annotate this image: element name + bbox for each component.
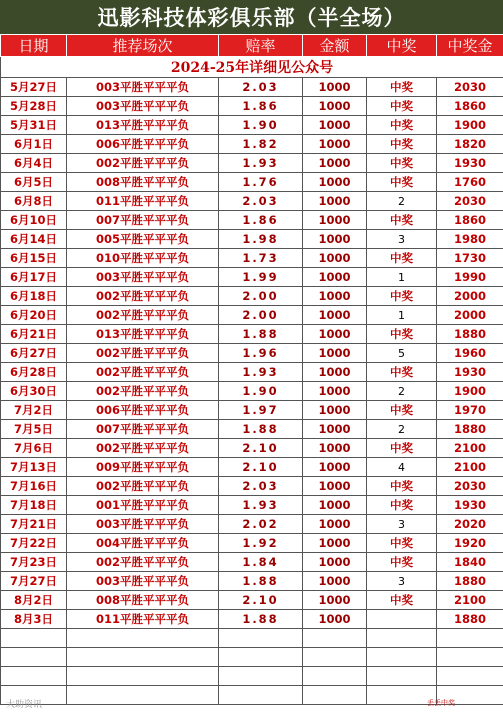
cell-odds: 1.88 xyxy=(219,420,303,439)
cell-odds: 2.03 xyxy=(219,192,303,211)
table-row xyxy=(1,135,503,154)
cell-date: 6月27日 xyxy=(1,344,67,363)
cell-win: 中奖 xyxy=(367,249,437,268)
cell-match: 002平胜平平平负 xyxy=(67,154,219,173)
cell-match: 008平胜平平平负 xyxy=(67,591,219,610)
cell-amount: 1000 xyxy=(303,534,367,553)
table-row xyxy=(1,211,503,230)
table-row xyxy=(1,344,503,363)
cell-win: 中奖 xyxy=(367,154,437,173)
header-win: 中奖 xyxy=(367,35,437,57)
header-bonus: 中奖金 xyxy=(437,35,503,57)
cell-win: 3 xyxy=(367,572,437,591)
cell-amount: 1000 xyxy=(303,591,367,610)
cell-win: 中奖 xyxy=(367,477,437,496)
cell-bonus: 1760 xyxy=(437,173,503,192)
cell-amount: 1000 xyxy=(303,477,367,496)
cell-bonus: 1860 xyxy=(437,211,503,230)
empty-row xyxy=(1,629,503,648)
cell-date: 7月21日 xyxy=(1,515,67,534)
cell-amount: 1000 xyxy=(303,154,367,173)
subtitle: 2024-25年详细见公众号 xyxy=(1,57,503,78)
cell-amount: 1000 xyxy=(303,439,367,458)
table-row xyxy=(1,477,503,496)
cell-amount: 1000 xyxy=(303,249,367,268)
cell-win: 4 xyxy=(367,458,437,477)
cell-match: 011平胜平平平负 xyxy=(67,610,219,629)
cell-odds: 1.99 xyxy=(219,268,303,287)
cell-odds: 1.86 xyxy=(219,97,303,116)
empty-cell xyxy=(67,686,219,705)
cell-odds: 1.88 xyxy=(219,325,303,344)
table-row xyxy=(1,173,503,192)
page-title: 迅影科技体彩俱乐部（半全场） xyxy=(0,0,503,34)
cell-odds: 1.93 xyxy=(219,154,303,173)
cell-odds: 2.10 xyxy=(219,458,303,477)
cell-bonus: 1990 xyxy=(437,268,503,287)
cell-bonus: 1930 xyxy=(437,154,503,173)
empty-cell xyxy=(219,648,303,667)
subtitle-row xyxy=(1,57,503,78)
cell-win: 中奖 xyxy=(367,78,437,97)
cell-win: 中奖 xyxy=(367,496,437,515)
cell-date: 6月30日 xyxy=(1,382,67,401)
cell-win: 中奖 xyxy=(367,97,437,116)
empty-cell xyxy=(219,629,303,648)
cell-match: 006平胜平平平负 xyxy=(67,135,219,154)
cell-match: 003平胜平平平负 xyxy=(67,268,219,287)
cell-date: 5月28日 xyxy=(1,97,67,116)
cell-amount: 1000 xyxy=(303,401,367,420)
empty-cell xyxy=(219,686,303,705)
empty-cell xyxy=(67,629,219,648)
watermark-left: 大助资讯 xyxy=(6,700,43,710)
cell-bonus: 1880 xyxy=(437,610,503,629)
cell-date: 7月13日 xyxy=(1,458,67,477)
cell-date: 8月3日 xyxy=(1,610,67,629)
cell-bonus: 2000 xyxy=(437,287,503,306)
cell-bonus: 1970 xyxy=(437,401,503,420)
cell-date: 7月5日 xyxy=(1,420,67,439)
empty-cell xyxy=(303,648,367,667)
empty-cell xyxy=(367,648,437,667)
cell-date: 5月27日 xyxy=(1,78,67,97)
cell-bonus: 1860 xyxy=(437,97,503,116)
cell-date: 7月23日 xyxy=(1,553,67,572)
empty-cell xyxy=(1,667,67,686)
cell-match: 002平胜平平平负 xyxy=(67,477,219,496)
cell-bonus: 2100 xyxy=(437,591,503,610)
cell-bonus: 1960 xyxy=(437,344,503,363)
cell-date: 6月14日 xyxy=(1,230,67,249)
cell-odds: 1.73 xyxy=(219,249,303,268)
cell-bonus: 2000 xyxy=(437,306,503,325)
cell-amount: 1000 xyxy=(303,306,367,325)
cell-odds: 1.88 xyxy=(219,572,303,591)
cell-win: 中奖 xyxy=(367,287,437,306)
cell-win: 3 xyxy=(367,515,437,534)
table-row xyxy=(1,116,503,135)
cell-win: 2 xyxy=(367,420,437,439)
table-row xyxy=(1,496,503,515)
empty-cell xyxy=(303,629,367,648)
cell-match: 002平胜平平平负 xyxy=(67,287,219,306)
cell-date: 6月4日 xyxy=(1,154,67,173)
empty-cell xyxy=(1,629,67,648)
cell-win: 中奖 xyxy=(367,173,437,192)
cell-odds: 1.90 xyxy=(219,382,303,401)
cell-match: 007平胜平平平负 xyxy=(67,211,219,230)
cell-date: 8月2日 xyxy=(1,591,67,610)
cell-date: 6月28日 xyxy=(1,363,67,382)
cell-match: 003平胜平平平负 xyxy=(67,97,219,116)
table-row xyxy=(1,306,503,325)
cell-bonus: 2100 xyxy=(437,458,503,477)
cell-match: 006平胜平平平负 xyxy=(67,401,219,420)
cell-odds: 1.93 xyxy=(219,363,303,382)
cell-bonus: 1930 xyxy=(437,496,503,515)
table-row xyxy=(1,572,503,591)
empty-cell xyxy=(303,686,367,705)
cell-match: 003平胜平平平负 xyxy=(67,78,219,97)
cell-date: 6月1日 xyxy=(1,135,67,154)
table-row xyxy=(1,382,503,401)
header-amount: 金额 xyxy=(303,35,367,57)
header-odds: 赔率 xyxy=(219,35,303,57)
cell-bonus: 2020 xyxy=(437,515,503,534)
empty-cell xyxy=(437,667,503,686)
cell-date: 6月20日 xyxy=(1,306,67,325)
cell-amount: 1000 xyxy=(303,496,367,515)
cell-bonus: 1900 xyxy=(437,116,503,135)
cell-bonus: 2030 xyxy=(437,78,503,97)
header-match: 推荐场次 xyxy=(67,35,219,57)
cell-match: 013平胜平平平负 xyxy=(67,116,219,135)
table-row xyxy=(1,97,503,116)
cell-odds: 1.90 xyxy=(219,116,303,135)
cell-odds: 1.86 xyxy=(219,211,303,230)
cell-date: 6月8日 xyxy=(1,192,67,211)
cell-win: 中奖 xyxy=(367,135,437,154)
cell-amount: 1000 xyxy=(303,116,367,135)
cell-amount: 1000 xyxy=(303,363,367,382)
cell-amount: 1000 xyxy=(303,287,367,306)
cell-win: 中奖 xyxy=(367,211,437,230)
cell-win: 1 xyxy=(367,268,437,287)
table-row xyxy=(1,249,503,268)
table-row xyxy=(1,78,503,97)
table-row xyxy=(1,439,503,458)
cell-bonus: 1920 xyxy=(437,534,503,553)
cell-bonus: 2100 xyxy=(437,439,503,458)
cell-odds: 1.98 xyxy=(219,230,303,249)
table-row xyxy=(1,610,503,629)
cell-bonus: 1930 xyxy=(437,363,503,382)
results-table xyxy=(0,34,503,705)
cell-win: 中奖 xyxy=(367,401,437,420)
cell-odds: 1.92 xyxy=(219,534,303,553)
table-row xyxy=(1,534,503,553)
table-row xyxy=(1,192,503,211)
table-row xyxy=(1,401,503,420)
cell-amount: 1000 xyxy=(303,230,367,249)
header-row xyxy=(1,35,503,57)
cell-date: 7月6日 xyxy=(1,439,67,458)
empty-cell xyxy=(367,629,437,648)
table-row xyxy=(1,553,503,572)
cell-amount: 1000 xyxy=(303,211,367,230)
cell-amount: 1000 xyxy=(303,458,367,477)
table-row xyxy=(1,287,503,306)
cell-odds: 1.93 xyxy=(219,496,303,515)
cell-bonus: 1980 xyxy=(437,230,503,249)
cell-odds: 1.84 xyxy=(219,553,303,572)
empty-cell xyxy=(67,648,219,667)
header-date: 日期 xyxy=(1,35,67,57)
cell-match: 007平胜平平平负 xyxy=(67,420,219,439)
table-row xyxy=(1,420,503,439)
cell-amount: 1000 xyxy=(303,135,367,154)
cell-odds: 2.10 xyxy=(219,439,303,458)
empty-cell xyxy=(367,686,437,705)
cell-win: 2 xyxy=(367,382,437,401)
cell-amount: 1000 xyxy=(303,553,367,572)
cell-match: 003平胜平平平负 xyxy=(67,572,219,591)
cell-amount: 1000 xyxy=(303,268,367,287)
cell-match: 002平胜平平平负 xyxy=(67,553,219,572)
cell-odds: 2.00 xyxy=(219,287,303,306)
cell-odds: 2.02 xyxy=(219,515,303,534)
cell-win: 2 xyxy=(367,192,437,211)
cell-amount: 1000 xyxy=(303,173,367,192)
table-row xyxy=(1,591,503,610)
cell-win: 中奖 xyxy=(367,325,437,344)
cell-bonus: 1880 xyxy=(437,420,503,439)
cell-bonus: 1820 xyxy=(437,135,503,154)
cell-odds: 1.88 xyxy=(219,610,303,629)
cell-bonus: 1730 xyxy=(437,249,503,268)
empty-row xyxy=(1,648,503,667)
watermark-right: 丢丢中奖 xyxy=(427,699,455,707)
cell-match: 011平胜平平平负 xyxy=(67,192,219,211)
cell-date: 7月22日 xyxy=(1,534,67,553)
cell-date: 6月10日 xyxy=(1,211,67,230)
cell-match: 013平胜平平平负 xyxy=(67,325,219,344)
cell-match: 002平胜平平平负 xyxy=(67,382,219,401)
cell-bonus: 1900 xyxy=(437,382,503,401)
empty-cell xyxy=(303,667,367,686)
cell-date: 5月31日 xyxy=(1,116,67,135)
empty-cell xyxy=(437,629,503,648)
cell-match: 002平胜平平平负 xyxy=(67,306,219,325)
cell-date: 6月21日 xyxy=(1,325,67,344)
cell-win: 中奖 xyxy=(367,534,437,553)
cell-match: 002平胜平平平负 xyxy=(67,363,219,382)
empty-cell xyxy=(367,667,437,686)
cell-date: 6月5日 xyxy=(1,173,67,192)
cell-amount: 1000 xyxy=(303,97,367,116)
table-row xyxy=(1,230,503,249)
cell-win: 5 xyxy=(367,344,437,363)
cell-odds: 2.00 xyxy=(219,306,303,325)
cell-odds: 2.03 xyxy=(219,477,303,496)
cell-odds: 1.82 xyxy=(219,135,303,154)
cell-match: 005平胜平平平负 xyxy=(67,230,219,249)
cell-match: 002平胜平平平负 xyxy=(67,439,219,458)
table-row xyxy=(1,515,503,534)
cell-date: 7月18日 xyxy=(1,496,67,515)
cell-win: 中奖 xyxy=(367,116,437,135)
table-row xyxy=(1,363,503,382)
cell-win: 中奖 xyxy=(367,591,437,610)
empty-cell xyxy=(1,648,67,667)
cell-bonus: 2030 xyxy=(437,192,503,211)
cell-bonus: 1880 xyxy=(437,572,503,591)
cell-date: 6月15日 xyxy=(1,249,67,268)
cell-match: 002平胜平平平负 xyxy=(67,344,219,363)
cell-match: 008平胜平平平负 xyxy=(67,173,219,192)
cell-win: 1 xyxy=(367,306,437,325)
empty-row xyxy=(1,667,503,686)
cell-odds: 1.76 xyxy=(219,173,303,192)
table-row xyxy=(1,268,503,287)
cell-amount: 1000 xyxy=(303,420,367,439)
table-row xyxy=(1,325,503,344)
cell-bonus: 1840 xyxy=(437,553,503,572)
table-row xyxy=(1,458,503,477)
cell-match: 004平胜平平平负 xyxy=(67,534,219,553)
cell-date: 7月2日 xyxy=(1,401,67,420)
cell-amount: 1000 xyxy=(303,344,367,363)
cell-odds: 2.03 xyxy=(219,78,303,97)
cell-amount: 1000 xyxy=(303,610,367,629)
cell-win: 中奖 xyxy=(367,439,437,458)
cell-win: 中奖 xyxy=(367,553,437,572)
cell-bonus: 2030 xyxy=(437,477,503,496)
cell-odds: 1.96 xyxy=(219,344,303,363)
cell-date: 7月16日 xyxy=(1,477,67,496)
cell-amount: 1000 xyxy=(303,515,367,534)
cell-amount: 1000 xyxy=(303,192,367,211)
cell-amount: 1000 xyxy=(303,78,367,97)
cell-win: 3 xyxy=(367,230,437,249)
cell-date: 7月27日 xyxy=(1,572,67,591)
cell-amount: 1000 xyxy=(303,325,367,344)
cell-date: 6月18日 xyxy=(1,287,67,306)
empty-cell xyxy=(437,648,503,667)
cell-odds: 1.97 xyxy=(219,401,303,420)
cell-amount: 1000 xyxy=(303,572,367,591)
cell-win xyxy=(367,610,437,629)
cell-match: 009平胜平平平负 xyxy=(67,458,219,477)
empty-cell xyxy=(219,667,303,686)
table-row xyxy=(1,154,503,173)
cell-win: 中奖 xyxy=(367,363,437,382)
cell-match: 003平胜平平平负 xyxy=(67,515,219,534)
cell-match: 010平胜平平平负 xyxy=(67,249,219,268)
cell-date: 6月17日 xyxy=(1,268,67,287)
cell-bonus: 1880 xyxy=(437,325,503,344)
cell-odds: 2.10 xyxy=(219,591,303,610)
cell-match: 001平胜平平平负 xyxy=(67,496,219,515)
empty-cell xyxy=(67,667,219,686)
cell-amount: 1000 xyxy=(303,382,367,401)
